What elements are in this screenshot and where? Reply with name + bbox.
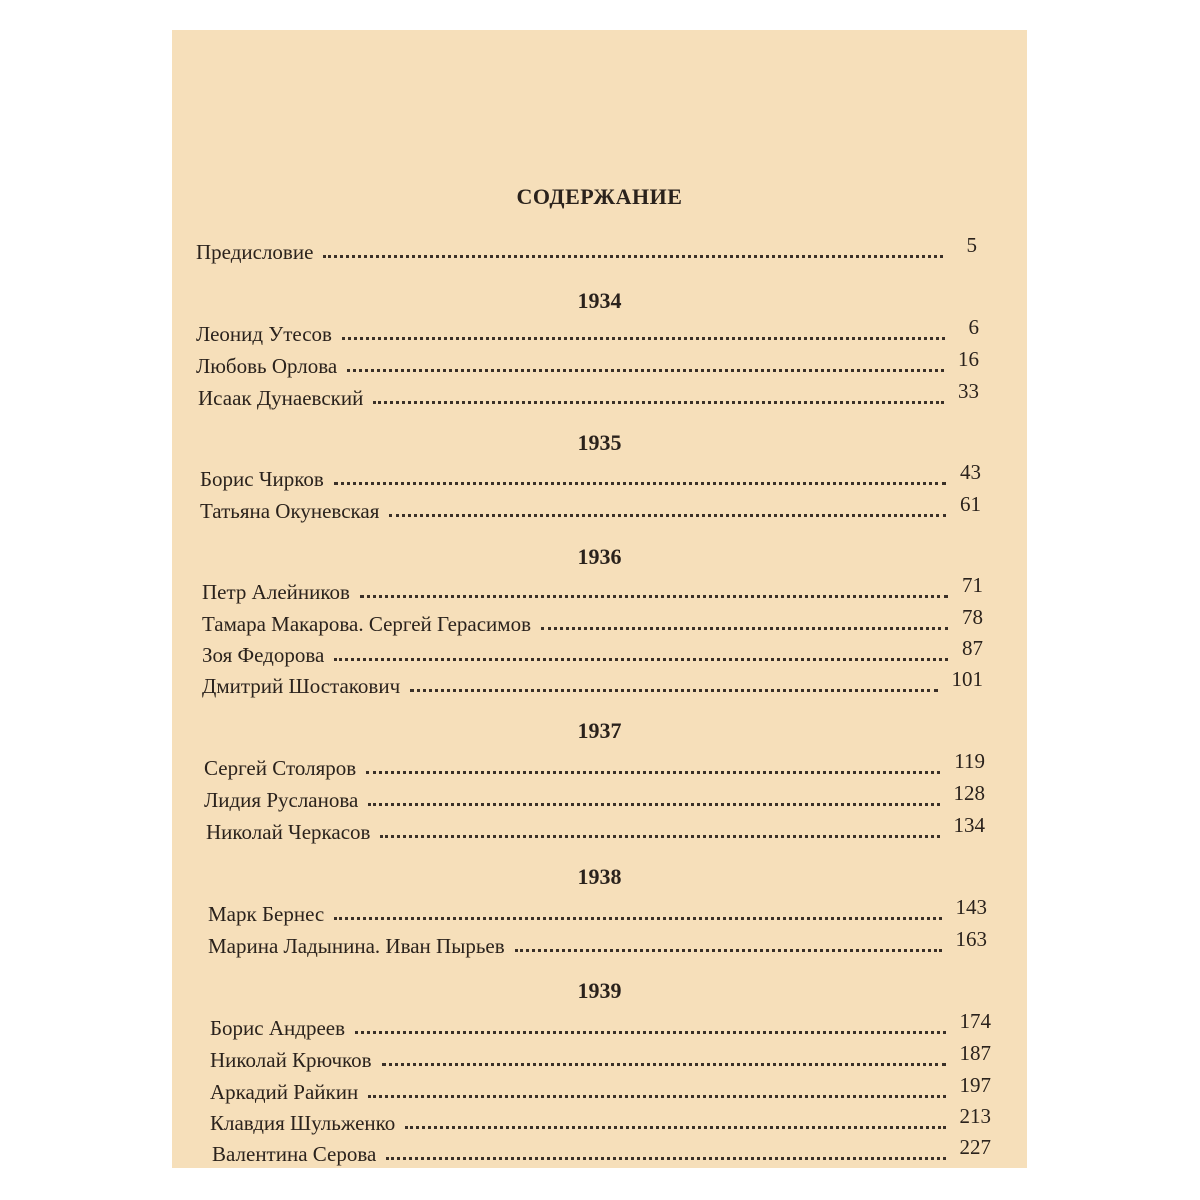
toc-entry: [200, 493, 981, 523]
toc-entry: [204, 750, 985, 780]
toc-entry-preface: [196, 234, 977, 264]
dot-leader: [380, 835, 939, 838]
page-title: СОДЕРЖАНИЕ: [516, 184, 683, 209]
toc-entry-name: Тамара Макарова. Сергей Герасимов: [202, 612, 531, 636]
dot-leader: [366, 771, 940, 774]
toc-entry: [210, 1010, 991, 1040]
toc-entry-page: 16: [958, 347, 979, 371]
toc-entry-page: 71: [962, 573, 983, 597]
dot-leader: [382, 1063, 946, 1066]
book-page: [172, 30, 1027, 1168]
toc-entry: [202, 637, 983, 667]
toc-entry-name: Аркадий Райкин: [210, 1080, 359, 1104]
toc-entry-page: 5: [966, 233, 977, 257]
toc-entry-name: Клавдия Шульженко: [210, 1111, 396, 1135]
toc-entry-name: Лидия Русланова: [204, 788, 359, 812]
toc-entry: [196, 348, 979, 378]
toc-entry-page: 197: [959, 1073, 991, 1097]
toc-entry-page: 128: [953, 781, 985, 805]
dot-leader: [334, 482, 946, 485]
toc-entry: [202, 668, 983, 698]
toc-entry: [208, 928, 987, 958]
section-year: 1938: [577, 864, 622, 889]
toc-entry-name: Исаак Дунаевский: [198, 386, 364, 410]
toc-entry: [212, 1136, 991, 1166]
dot-leader: [334, 658, 948, 661]
toc-entry: [210, 1074, 991, 1104]
toc-entry-name: Николай Крючков: [210, 1048, 372, 1072]
dot-leader: [386, 1157, 945, 1160]
toc-entry-page: 33: [958, 379, 979, 403]
toc-entry: [198, 380, 979, 410]
toc-entry-name: Зоя Федорова: [202, 643, 325, 667]
toc-entry-name: Татьяна Окуневская: [200, 499, 380, 523]
dot-leader: [368, 803, 939, 806]
toc-entry-name: Валентина Серова: [212, 1142, 377, 1166]
dot-leader: [323, 255, 943, 258]
toc-entry: [210, 1042, 991, 1072]
dot-leader: [347, 369, 944, 372]
toc-entry-page: 61: [960, 492, 981, 516]
toc-entry-name: Сергей Столяров: [204, 756, 357, 780]
dot-leader: [342, 337, 945, 340]
toc-entry: [208, 896, 987, 926]
toc-entry-page: 187: [959, 1041, 991, 1065]
dot-leader: [368, 1095, 945, 1098]
toc-entry-page: 78: [962, 605, 983, 629]
toc-entry-page: 163: [955, 927, 987, 951]
toc-entry-page: 87: [962, 636, 983, 660]
toc-entry-name: Борис Андреев: [210, 1016, 346, 1040]
dot-leader: [355, 1031, 945, 1034]
dot-leader: [373, 401, 944, 404]
toc-entry-page: 227: [959, 1135, 991, 1159]
section-year: 1934: [577, 288, 622, 313]
dot-leader: [541, 627, 948, 630]
toc-entry: [196, 316, 979, 346]
toc-entry-page: 213: [959, 1104, 991, 1128]
dot-leader: [405, 1126, 945, 1129]
toc-entry: [202, 574, 983, 604]
toc-entry-name: Леонид Утесов: [196, 322, 332, 346]
dot-leader: [410, 689, 937, 692]
toc-entry-name: Дмитрий Шостакович: [202, 674, 401, 698]
toc-entry-name: Николай Черкасов: [206, 820, 371, 844]
toc-entry-name: Любовь Орлова: [196, 354, 338, 378]
toc-entry-name: Марина Ладынина. Иван Пырьев: [208, 934, 505, 958]
toc-entry-page: 6: [968, 315, 979, 339]
toc-entry: [206, 814, 985, 844]
dot-leader: [515, 949, 942, 952]
section-year: 1936: [577, 544, 622, 569]
section-year: 1937: [577, 718, 622, 743]
section-year: 1935: [577, 430, 622, 455]
section-year: 1939: [577, 978, 622, 1003]
toc-entry: [204, 782, 985, 812]
toc-entry: [202, 606, 983, 636]
toc-entry: [210, 1105, 991, 1135]
toc-entry-name: Предисловие: [196, 240, 314, 264]
dot-leader: [389, 514, 946, 517]
toc-entry-page: 143: [955, 895, 987, 919]
toc-entry-page: 119: [954, 749, 985, 773]
toc-entry: [200, 461, 981, 491]
toc-entry-name: Борис Чирков: [200, 467, 324, 491]
toc-entry-page: 101: [951, 667, 983, 691]
toc-entry-name: Марк Бернес: [208, 902, 325, 926]
toc-entry-name: Петр Алейников: [202, 580, 350, 604]
dot-leader: [360, 595, 948, 598]
dot-leader: [334, 917, 941, 920]
toc-entry-page: 174: [959, 1009, 991, 1033]
toc-entry-page: 134: [953, 813, 985, 837]
toc-entry-page: 43: [960, 460, 981, 484]
